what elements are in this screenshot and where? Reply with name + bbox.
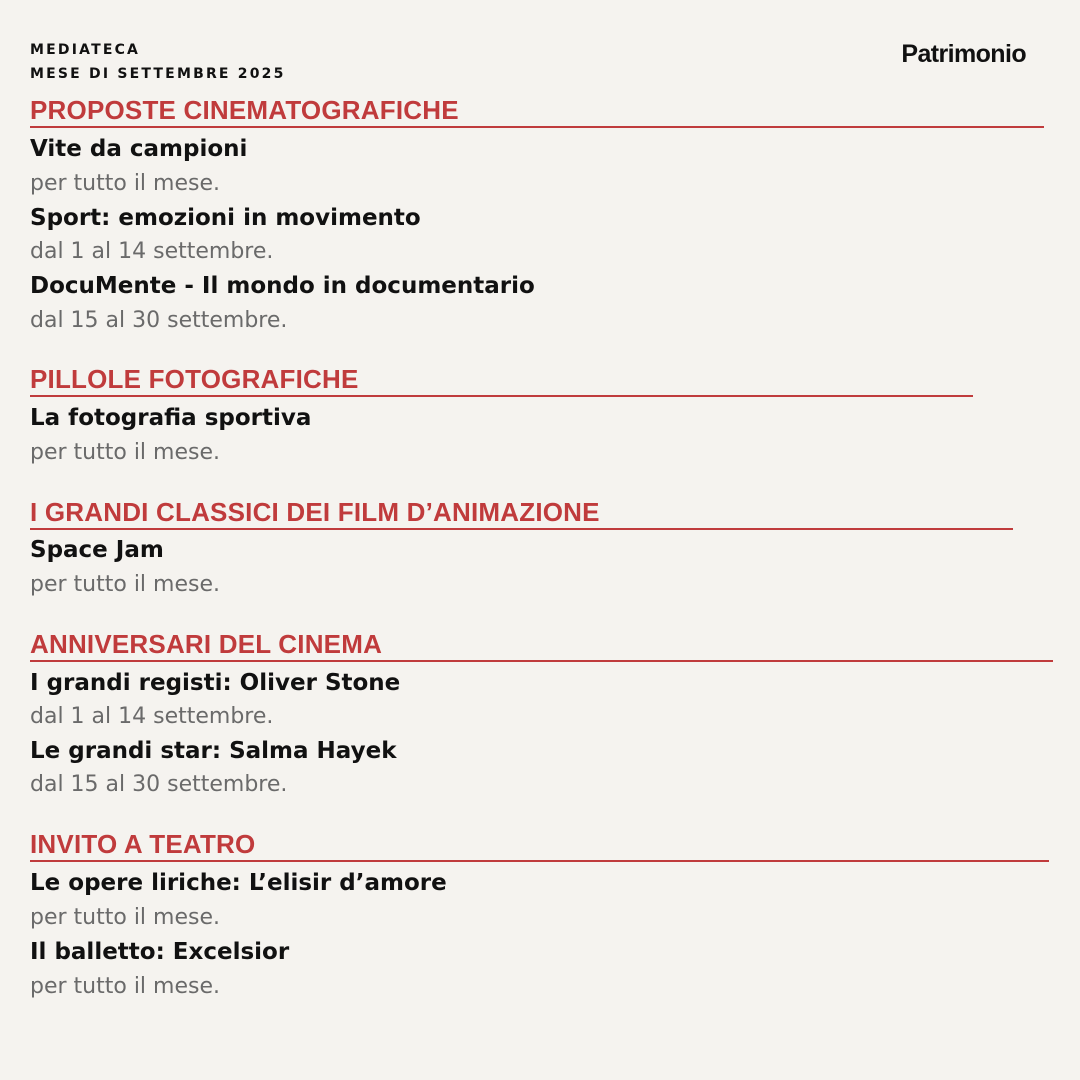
item-title: Vite da campioni	[30, 136, 248, 162]
item-date: per tutto il mese.	[30, 974, 220, 999]
section-title-text: I GRANDI CLASSICI DEI FILM D’ANIMAZIONE	[30, 497, 600, 527]
section-title-text: PROPOSTE CINEMATOGRAFICHE	[30, 95, 459, 125]
section-title-anniversari-del-cinema	[30, 630, 1053, 662]
section-title-proposte-cinematografiche	[30, 96, 1044, 128]
section-title-pillole-fotografiche	[30, 365, 973, 397]
item-date: per tutto il mese.	[30, 572, 220, 597]
item-title: Le grandi star: Salma Hayek	[30, 738, 397, 764]
item-title: Le opere liriche: L’elisir d’amore	[30, 870, 447, 896]
item-date: dal 15 al 30 settembre.	[30, 308, 288, 333]
section-title-grandi-classici	[30, 498, 1013, 530]
item-title: Il balletto: Excelsior	[30, 939, 290, 965]
section-title-text: PILLOLE FOTOGRAFICHE	[30, 364, 359, 394]
item-title: I grandi registi: Oliver Stone	[30, 670, 401, 696]
item-title: La fotografia sportiva	[30, 405, 312, 431]
section-title-text: ANNIVERSARI DEL CINEMA	[30, 629, 383, 659]
section-title-invito-a-teatro	[30, 830, 1049, 862]
item-title: Sport: emozioni in movimento	[30, 205, 421, 231]
item-title: Space Jam	[30, 537, 164, 563]
item-date: dal 15 al 30 settembre.	[30, 772, 288, 797]
item-date: dal 1 al 14 settembre.	[30, 239, 274, 264]
item-date: per tutto il mese.	[30, 905, 220, 930]
header-label: MEDIATECA	[30, 42, 141, 58]
item-date: dal 1 al 14 settembre.	[30, 704, 274, 729]
item-title: DocuMente - Il mondo in documentario	[30, 273, 535, 299]
item-date: per tutto il mese.	[30, 440, 220, 465]
header-subtitle: MESE DI SETTEMBRE 2025	[30, 66, 286, 82]
item-date: per tutto il mese.	[30, 171, 220, 196]
section-title-text: INVITO A TEATRO	[30, 829, 256, 859]
brand-logo: Patrimonio	[901, 40, 1026, 68]
